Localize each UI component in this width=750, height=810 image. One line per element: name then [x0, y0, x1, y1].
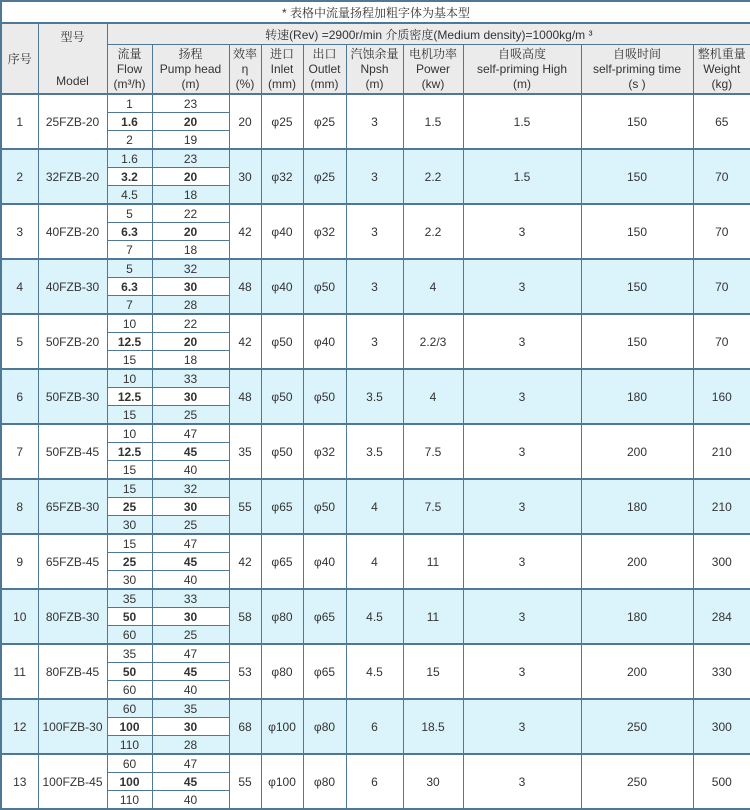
cell-eff: 53: [229, 644, 261, 699]
cell-head: 18: [152, 186, 229, 205]
cell-eff: 55: [229, 479, 261, 534]
cell-npsh: 3.5: [346, 369, 403, 424]
cell-outlet: φ80: [303, 699, 346, 754]
cell-flow: 4.5: [107, 186, 152, 205]
cell-head: 35: [152, 699, 229, 718]
cell-head: 22: [152, 314, 229, 333]
table-row: [1, 644, 750, 663]
cell-head: 25: [152, 406, 229, 425]
table-row: [1, 204, 750, 223]
cell-weight: 284: [693, 589, 750, 644]
cell-time: 150: [581, 314, 693, 369]
cell-head: 25: [152, 516, 229, 535]
table-title: * 表格中流量扬程加粗字体为基本型: [1, 1, 750, 23]
cell-no: 9: [1, 534, 38, 589]
cell-inlet: φ100: [261, 754, 303, 809]
cell-flow: 10: [107, 314, 152, 333]
cell-model: 50FZB-45: [38, 424, 107, 479]
cell-no: 8: [1, 479, 38, 534]
cell-flow: 25: [107, 498, 152, 516]
cell-flow: 60: [107, 626, 152, 645]
cell-time: 250: [581, 754, 693, 809]
cell-outlet: φ65: [303, 644, 346, 699]
cell-power: 2.2: [403, 149, 463, 204]
cell-npsh: 3: [346, 149, 403, 204]
table-body: [1, 94, 750, 809]
cell-eff: 20: [229, 94, 261, 149]
cell-power: 4: [403, 259, 463, 314]
cell-power: 2.2/3: [403, 314, 463, 369]
cell-time: 150: [581, 149, 693, 204]
cell-flow: 15: [107, 479, 152, 498]
col-header-weight: 整机重量 Weight (kg): [693, 45, 750, 95]
cell-high: 3: [463, 699, 581, 754]
cell-model: 25FZB-20: [38, 94, 107, 149]
col-header-model-en: Model: [56, 73, 89, 88]
cell-no: 2: [1, 149, 38, 204]
cell-flow: 15: [107, 406, 152, 425]
cell-eff: 42: [229, 314, 261, 369]
cell-time: 150: [581, 204, 693, 259]
cell-flow: 50: [107, 608, 152, 626]
cell-power: 30: [403, 754, 463, 809]
cell-flow: 1.6: [107, 113, 152, 131]
cell-high: 3: [463, 754, 581, 809]
cell-weight: 70: [693, 204, 750, 259]
cell-eff: 42: [229, 534, 261, 589]
cell-high: 3: [463, 644, 581, 699]
cell-no: 13: [1, 754, 38, 809]
cell-no: 7: [1, 424, 38, 479]
cell-no: 5: [1, 314, 38, 369]
col-header-model: [38, 23, 107, 94]
cell-power: 11: [403, 589, 463, 644]
cell-time: 180: [581, 369, 693, 424]
cell-flow: 1.6: [107, 149, 152, 168]
cell-power: 11: [403, 534, 463, 589]
col-header-npsh: 汽蚀余量 Npsh (m): [346, 45, 403, 95]
cell-flow: 15: [107, 534, 152, 553]
cell-flow: 12.5: [107, 443, 152, 461]
table-row: [1, 699, 750, 718]
cell-flow: 12.5: [107, 388, 152, 406]
cell-head: 18: [152, 241, 229, 260]
cell-flow: 7: [107, 296, 152, 315]
cell-outlet: φ32: [303, 424, 346, 479]
col-header-outlet: 出口 Outlet (mm): [303, 45, 346, 95]
cell-flow: 6.3: [107, 278, 152, 296]
table-row: [1, 314, 750, 333]
cell-no: 11: [1, 644, 38, 699]
table-row: [1, 479, 750, 498]
cell-head: 23: [152, 94, 229, 113]
cell-head: 47: [152, 754, 229, 773]
cell-head: 45: [152, 663, 229, 681]
cell-npsh: 4: [346, 534, 403, 589]
cell-npsh: 3: [346, 314, 403, 369]
cell-head: 47: [152, 534, 229, 553]
cell-model: 50FZB-30: [38, 369, 107, 424]
col-header-model-zh: 型号: [60, 29, 85, 44]
cell-no: 4: [1, 259, 38, 314]
cell-time: 200: [581, 534, 693, 589]
cell-head: 33: [152, 369, 229, 388]
cell-head: 22: [152, 204, 229, 223]
cell-outlet: φ25: [303, 94, 346, 149]
cell-inlet: φ80: [261, 644, 303, 699]
col-header-eff: 效率 η (%): [229, 45, 261, 95]
cell-inlet: φ80: [261, 589, 303, 644]
cell-eff: 68: [229, 699, 261, 754]
cell-flow: 35: [107, 644, 152, 663]
table-row: [1, 424, 750, 443]
cell-weight: 300: [693, 534, 750, 589]
cell-head: 40: [152, 461, 229, 480]
cell-outlet: φ50: [303, 479, 346, 534]
cell-flow: 25: [107, 553, 152, 571]
cell-flow: 35: [107, 589, 152, 608]
cell-weight: 70: [693, 259, 750, 314]
cell-inlet: φ40: [261, 259, 303, 314]
cell-inlet: φ25: [261, 94, 303, 149]
cell-inlet: φ32: [261, 149, 303, 204]
col-header-head: 扬程 Pump head (m): [152, 45, 229, 95]
col-header-inlet: 进口 Inlet (mm): [261, 45, 303, 95]
cell-head: 32: [152, 479, 229, 498]
cell-head: 33: [152, 589, 229, 608]
cell-flow: 10: [107, 424, 152, 443]
cell-high: 1.5: [463, 149, 581, 204]
cell-head: 40: [152, 571, 229, 590]
cell-inlet: φ40: [261, 204, 303, 259]
cell-eff: 48: [229, 369, 261, 424]
cell-flow: 60: [107, 699, 152, 718]
cell-high: 3: [463, 534, 581, 589]
cell-time: 180: [581, 479, 693, 534]
cell-time: 150: [581, 259, 693, 314]
cell-flow: 30: [107, 571, 152, 590]
cell-outlet: φ40: [303, 314, 346, 369]
cell-head: 19: [152, 131, 229, 150]
cell-high: 3: [463, 204, 581, 259]
cell-head: 32: [152, 259, 229, 278]
cell-outlet: φ25: [303, 149, 346, 204]
cell-flow: 6.3: [107, 223, 152, 241]
cell-eff: 30: [229, 149, 261, 204]
cell-time: 200: [581, 644, 693, 699]
cell-flow: 2: [107, 131, 152, 150]
cell-high: 3: [463, 589, 581, 644]
column-headers-row: [1, 45, 750, 95]
cell-flow: 110: [107, 736, 152, 755]
cell-head: 45: [152, 773, 229, 791]
cell-weight: 500: [693, 754, 750, 809]
cell-inlet: φ50: [261, 314, 303, 369]
cell-head: 30: [152, 718, 229, 736]
cell-no: 10: [1, 589, 38, 644]
cell-model: 65FZB-30: [38, 479, 107, 534]
cell-head: 18: [152, 351, 229, 370]
operating-conditions: 转速(Rev) =2900r/min 介质密度(Medium density)=1000kg/m ³: [107, 23, 750, 45]
cell-outlet: φ50: [303, 369, 346, 424]
cell-weight: 210: [693, 424, 750, 479]
cell-npsh: 4: [346, 479, 403, 534]
cell-weight: 160: [693, 369, 750, 424]
cell-flow: 5: [107, 204, 152, 223]
cell-inlet: φ50: [261, 424, 303, 479]
cell-eff: 58: [229, 589, 261, 644]
cell-high: 3: [463, 424, 581, 479]
cell-head: 28: [152, 736, 229, 755]
cell-high: 3: [463, 259, 581, 314]
cell-npsh: 6: [346, 754, 403, 809]
cell-high: 3: [463, 369, 581, 424]
cell-outlet: φ80: [303, 754, 346, 809]
cell-weight: 70: [693, 149, 750, 204]
table-row: [1, 259, 750, 278]
cell-power: 4: [403, 369, 463, 424]
cell-head: 45: [152, 553, 229, 571]
table-row: [1, 94, 750, 113]
cell-time: 250: [581, 699, 693, 754]
cell-head: 20: [152, 168, 229, 186]
cell-time: 180: [581, 589, 693, 644]
cell-head: 30: [152, 388, 229, 406]
cell-no: 1: [1, 94, 38, 149]
cell-head: 30: [152, 278, 229, 296]
table-row: [1, 589, 750, 608]
cell-time: 150: [581, 94, 693, 149]
cell-model: 32FZB-20: [38, 149, 107, 204]
cell-high: 1.5: [463, 94, 581, 149]
cell-head: 30: [152, 498, 229, 516]
cell-eff: 55: [229, 754, 261, 809]
cell-no: 6: [1, 369, 38, 424]
col-header-high: 自吸高度 self-priming High (m): [463, 45, 581, 95]
cell-outlet: φ32: [303, 204, 346, 259]
cell-head: 40: [152, 681, 229, 700]
cell-head: 20: [152, 333, 229, 351]
cell-high: 3: [463, 314, 581, 369]
cell-model: 100FZB-30: [38, 699, 107, 754]
cell-flow: 5: [107, 259, 152, 278]
cell-model: 40FZB-30: [38, 259, 107, 314]
cell-head: 30: [152, 608, 229, 626]
cell-model: 40FZB-20: [38, 204, 107, 259]
cell-weight: 70: [693, 314, 750, 369]
cell-flow: 100: [107, 718, 152, 736]
cell-power: 7.5: [403, 424, 463, 479]
cell-head: 47: [152, 424, 229, 443]
cell-model: 100FZB-45: [38, 754, 107, 809]
table-header: [1, 1, 750, 94]
cell-flow: 50: [107, 663, 152, 681]
table-row: [1, 369, 750, 388]
table-row: [1, 754, 750, 773]
cell-npsh: 3.5: [346, 424, 403, 479]
cell-inlet: φ65: [261, 534, 303, 589]
title-row: [1, 1, 750, 23]
cell-power: 2.2: [403, 204, 463, 259]
cell-model: 80FZB-30: [38, 589, 107, 644]
cell-flow: 60: [107, 754, 152, 773]
cell-power: 7.5: [403, 479, 463, 534]
cell-npsh: 3: [346, 94, 403, 149]
cell-flow: 7: [107, 241, 152, 260]
cell-inlet: φ100: [261, 699, 303, 754]
cell-eff: 48: [229, 259, 261, 314]
cell-head: 23: [152, 149, 229, 168]
cell-power: 1.5: [403, 94, 463, 149]
cell-weight: 330: [693, 644, 750, 699]
conditions-row: [1, 23, 750, 45]
cell-flow: 1: [107, 94, 152, 113]
cell-outlet: φ65: [303, 589, 346, 644]
cell-flow: 15: [107, 351, 152, 370]
cell-time: 200: [581, 424, 693, 479]
cell-head: 28: [152, 296, 229, 315]
cell-flow: 10: [107, 369, 152, 388]
cell-eff: 35: [229, 424, 261, 479]
cell-npsh: 4.5: [346, 589, 403, 644]
cell-flow: 12.5: [107, 333, 152, 351]
cell-head: 25: [152, 626, 229, 645]
cell-power: 18.5: [403, 699, 463, 754]
cell-npsh: 4.5: [346, 644, 403, 699]
cell-npsh: 3: [346, 204, 403, 259]
table-row: [1, 149, 750, 168]
col-header-time: 自吸时间 self-priming time (s ): [581, 45, 693, 95]
cell-no: 12: [1, 699, 38, 754]
cell-npsh: 6: [346, 699, 403, 754]
cell-power: 15: [403, 644, 463, 699]
cell-flow: 30: [107, 516, 152, 535]
cell-npsh: 3: [346, 259, 403, 314]
cell-flow: 100: [107, 773, 152, 791]
cell-no: 3: [1, 204, 38, 259]
cell-flow: 15: [107, 461, 152, 480]
cell-weight: 65: [693, 94, 750, 149]
cell-eff: 42: [229, 204, 261, 259]
cell-flow: 60: [107, 681, 152, 700]
cell-weight: 300: [693, 699, 750, 754]
cell-flow: 110: [107, 791, 152, 810]
cell-model: 80FZB-45: [38, 644, 107, 699]
col-header-flow: 流量 Flow (m³/h): [107, 45, 152, 95]
cell-outlet: φ40: [303, 534, 346, 589]
col-header-power: 电机功率 Power (kw): [403, 45, 463, 95]
cell-head: 20: [152, 223, 229, 241]
cell-model: 50FZB-20: [38, 314, 107, 369]
cell-inlet: φ50: [261, 369, 303, 424]
cell-model: 65FZB-45: [38, 534, 107, 589]
cell-head: 20: [152, 113, 229, 131]
cell-weight: 210: [693, 479, 750, 534]
cell-head: 47: [152, 644, 229, 663]
cell-flow: 3.2: [107, 168, 152, 186]
cell-head: 40: [152, 791, 229, 810]
cell-outlet: φ50: [303, 259, 346, 314]
cell-head: 45: [152, 443, 229, 461]
cell-high: 3: [463, 479, 581, 534]
col-header-no: 序号: [1, 23, 38, 94]
table-row: [1, 534, 750, 553]
cell-inlet: φ65: [261, 479, 303, 534]
